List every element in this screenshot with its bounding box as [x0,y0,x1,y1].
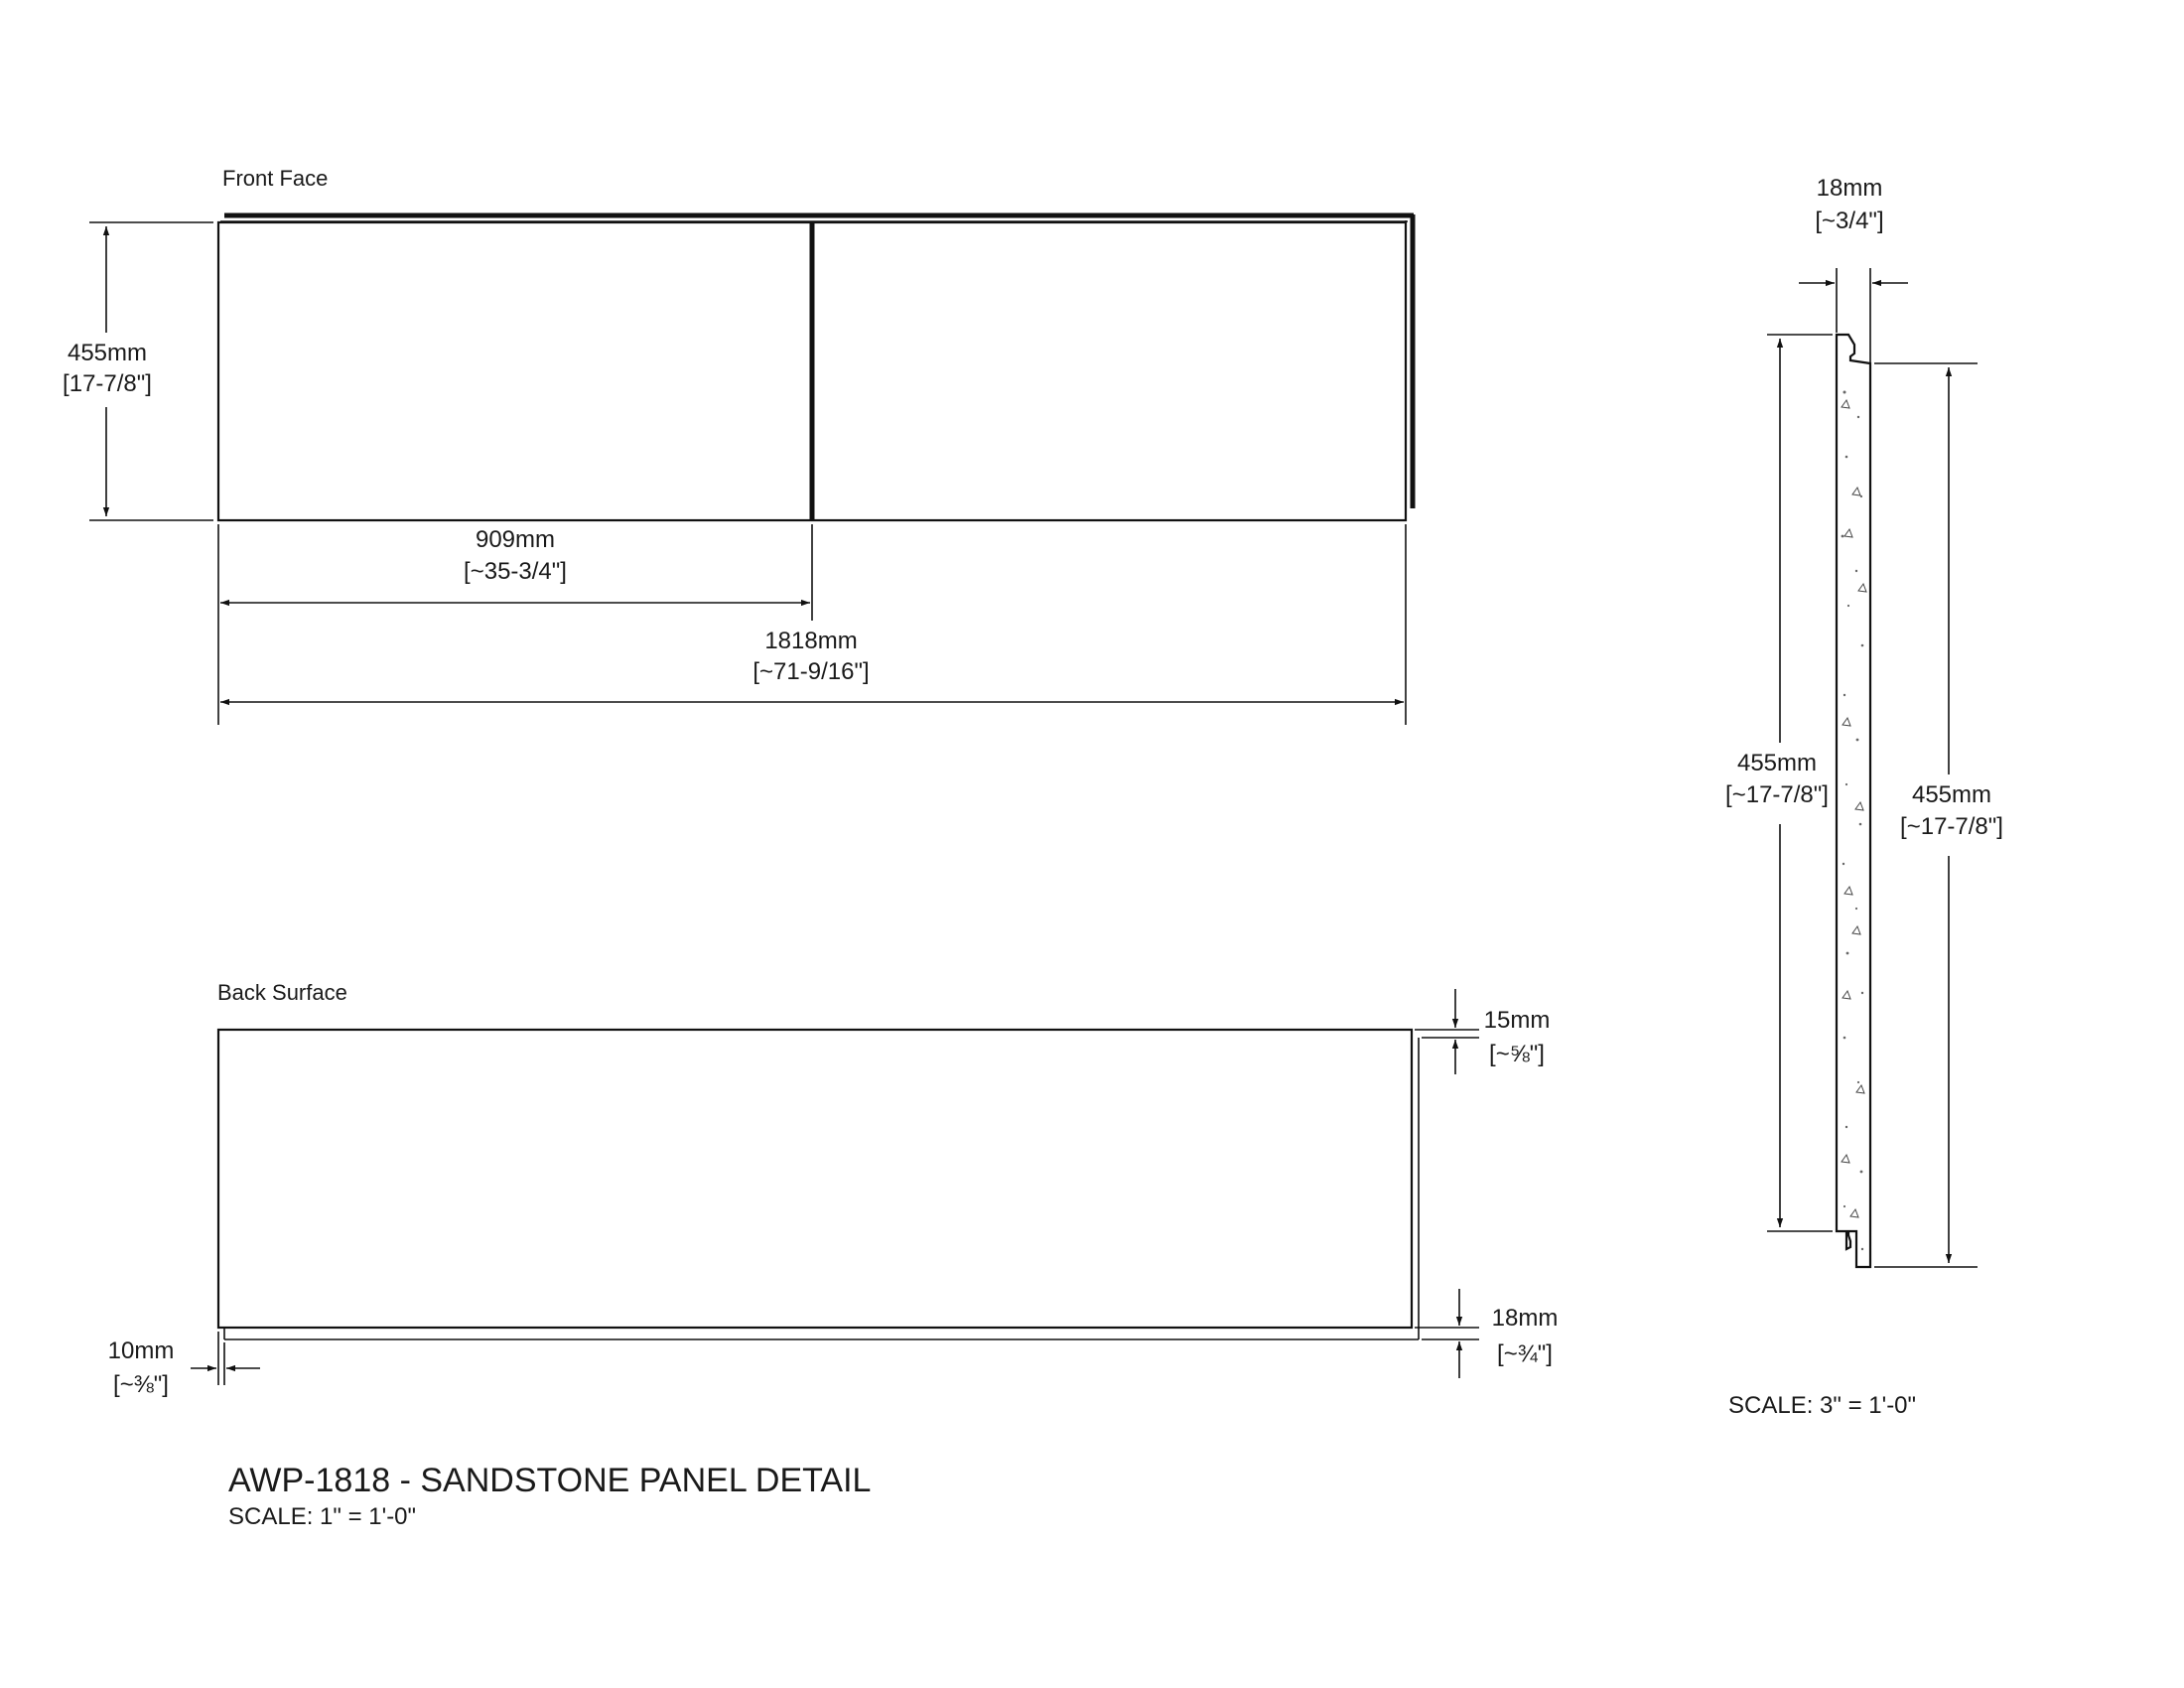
back-side-offset-in: [~⅜"] [113,1371,169,1398]
section-stone-texture [1842,391,1864,1251]
section-thickness-in: [~3/4"] [1815,208,1884,234]
title-block [228,1462,871,1530]
front-half-width-mm: 909mm [475,526,556,553]
section-left-height-in: [~17-7/8"] [1725,781,1829,808]
section-left-height-mm: 455mm [1736,750,1818,776]
front-total-width-in: [~71-9/16"] [752,658,870,685]
drawing-title: AWP-1818 - SANDSTONE PANEL DETAIL [228,1462,872,1499]
back-side-offset-mm: 10mm [107,1337,175,1364]
drawing-scale: SCALE: 1" = 1'-0" [228,1503,417,1530]
front-height-mm: 455mm [67,340,148,366]
back-top-offset-in: [~⅝"] [1489,1041,1545,1067]
back-top-offset-mm: 15mm [1483,1007,1551,1034]
front-face-label: Front Face [222,166,329,191]
back-surface-view [108,980,1559,1398]
front-face-view [63,166,1414,725]
section-right-height-mm: 455mm [1911,781,1992,808]
front-total-width-mm: 1818mm [764,628,858,654]
back-surface-label: Back Surface [217,980,347,1005]
section-stone-triangles [1842,400,1866,1217]
back-panel-outline [218,1030,1412,1328]
front-height-in: [17-7/8"] [63,370,152,397]
section-profile-outline [1837,335,1870,1267]
back-bottom-offset-in: [~¾"] [1497,1340,1553,1367]
section-view [1725,175,2003,1419]
section-right-height-in: [~17-7/8"] [1900,813,2003,840]
section-thickness-mm: 18mm [1816,175,1883,202]
section-scale: SCALE: 3" = 1'-0" [1728,1392,1917,1419]
back-bottom-offset-mm: 18mm [1491,1305,1559,1332]
front-half-width-in: [~35-3/4"] [464,558,567,585]
